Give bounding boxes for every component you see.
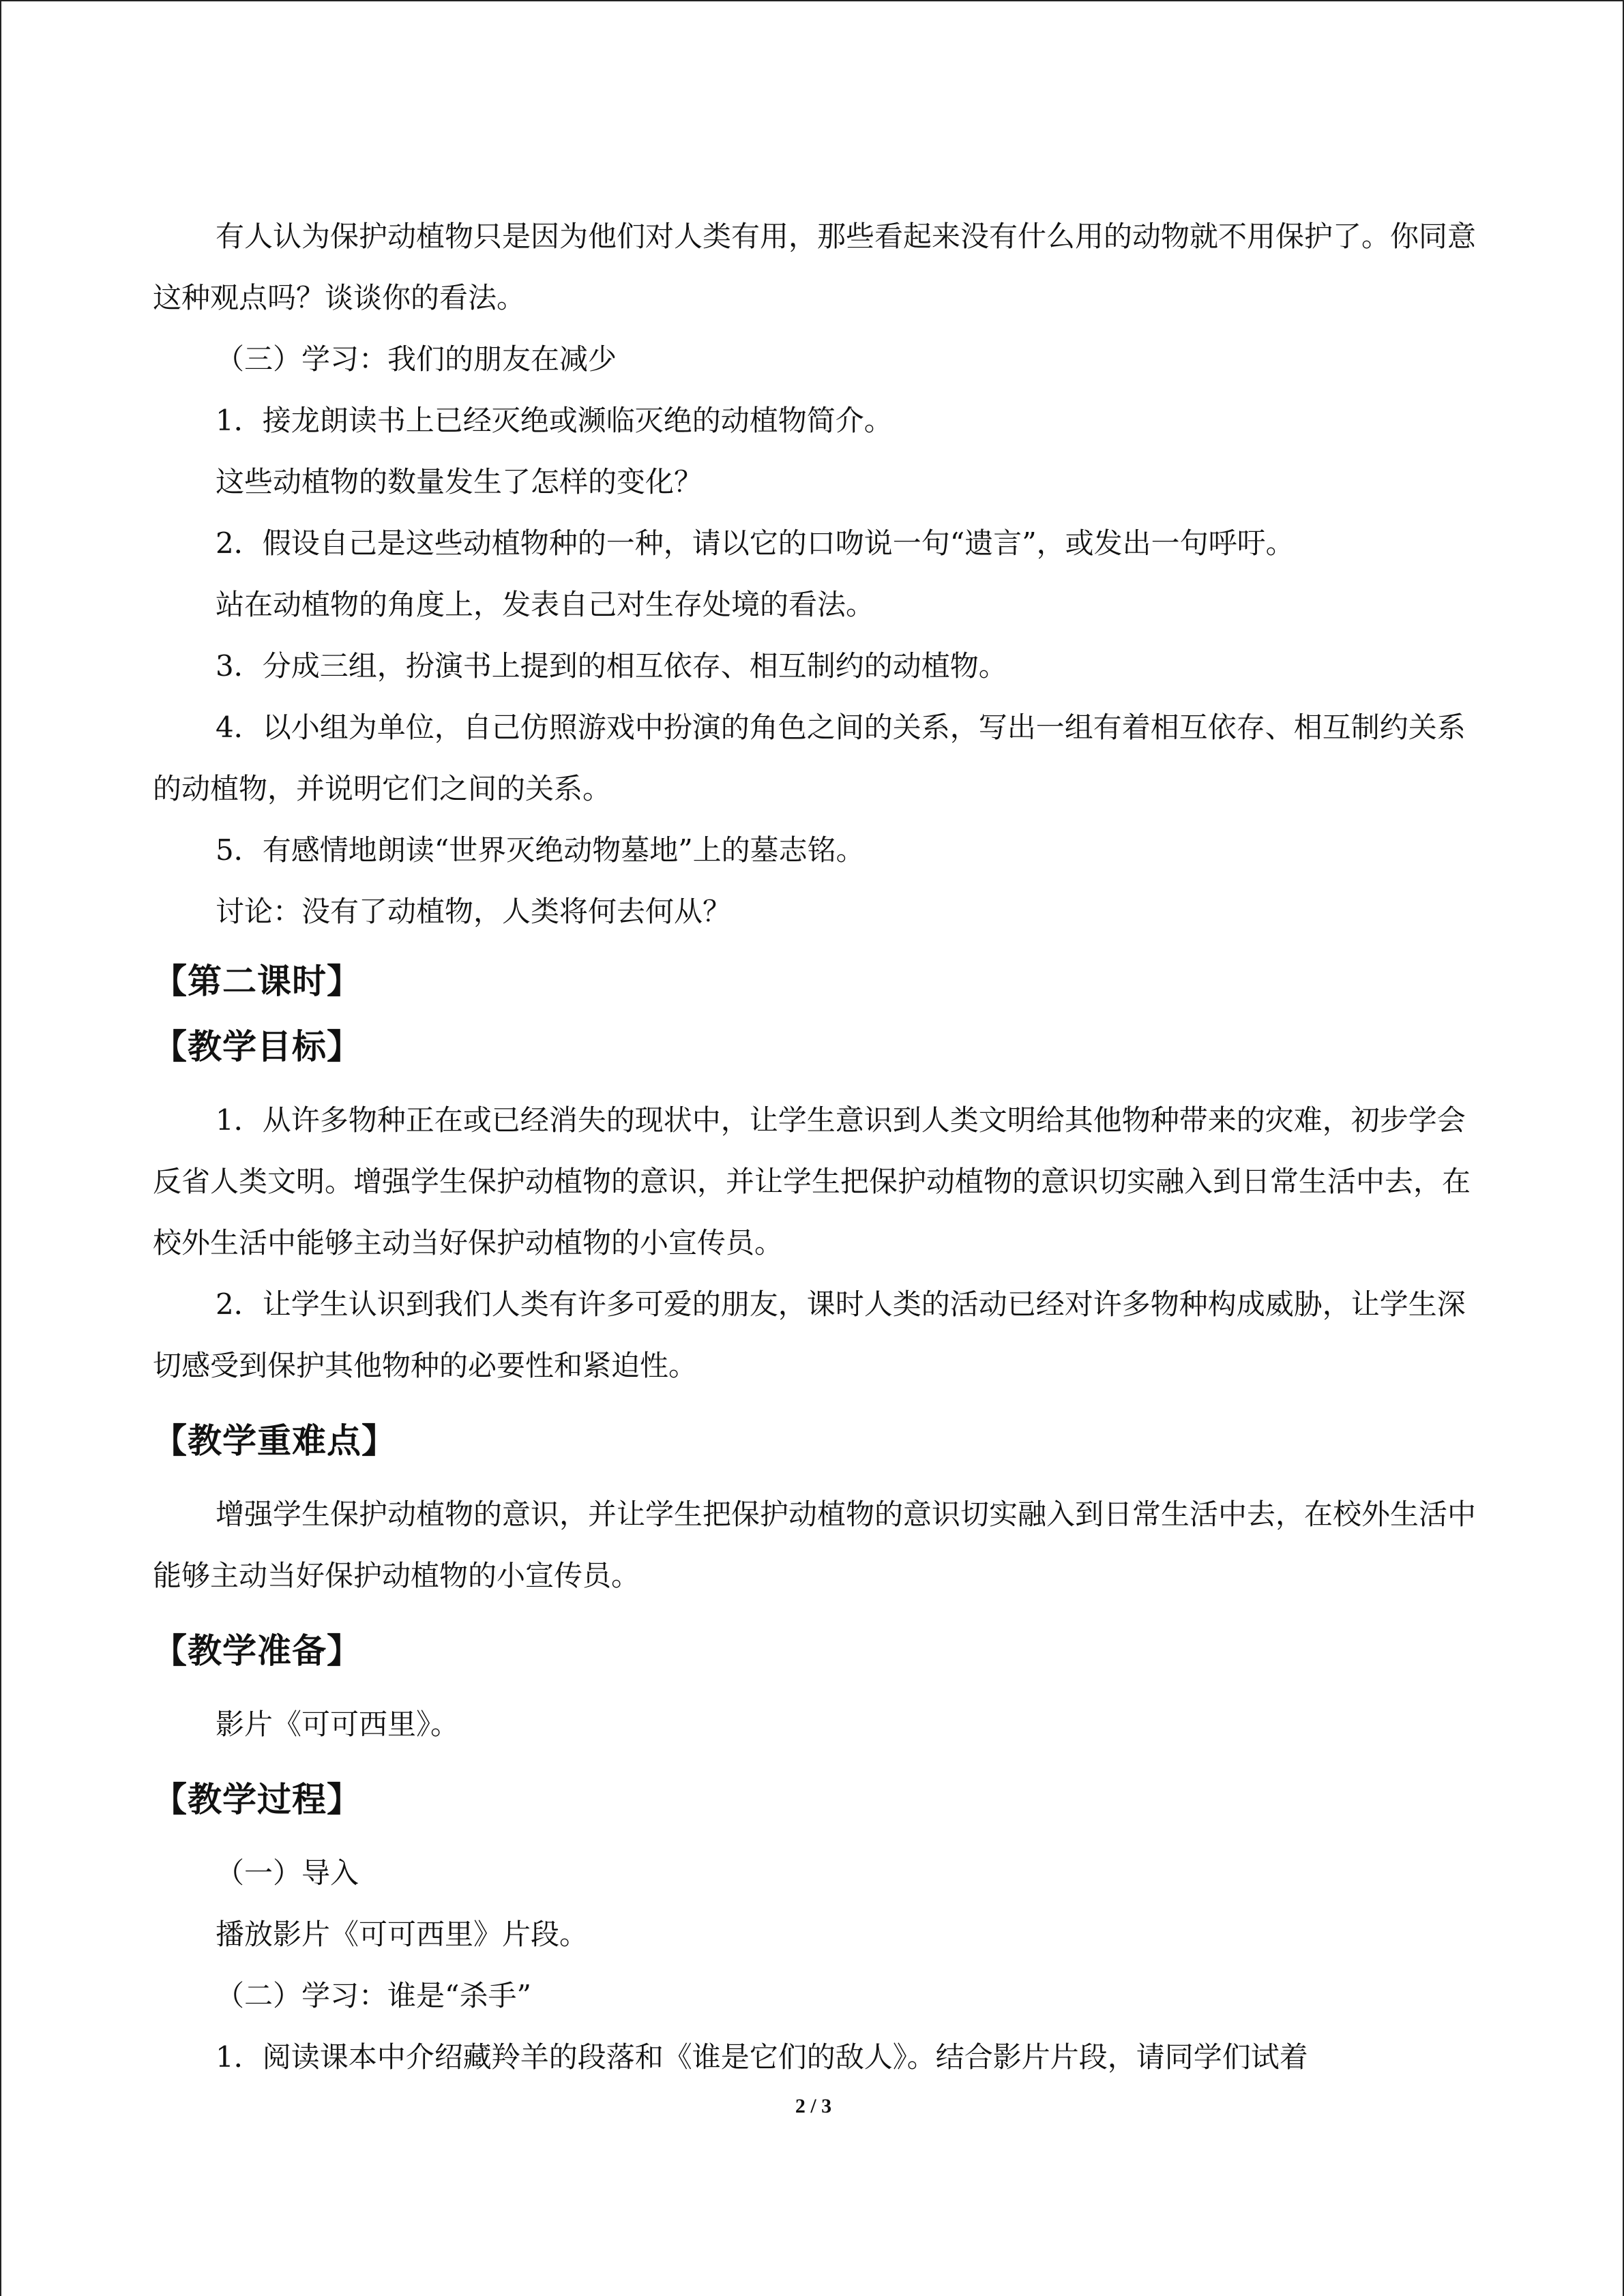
list-item: 4．以小组为单位，自己仿照游戏中扮演的角色之间的关系，写出一组有着相互依存、相互制约关系的动植物，并说明它们之间的关系。 xyxy=(153,711,1466,805)
paragraph: 播放影片《可可西里》片段。 xyxy=(216,1918,589,1951)
section-heading-goals: 【教学目标】 xyxy=(153,1027,361,1067)
page-number: 2 / 3 xyxy=(795,2095,832,2117)
goal-item: 1．从许多物种正在或已经消失的现状中，让学生意识到人类文明给其他物种带来的灾难，初步学会反省人类文明。增强学生保护动植物的意识，并让学生把保护动植物的意识切实融入到日常生活中去，在校外生活中能够主动当好保护动植物的小宣传员。 xyxy=(153,1103,1471,1259)
list-item: 1．阅读课本中介绍藏羚羊的段落和《谁是它们的敌人》。结合影片片段，请同学们试着 xyxy=(216,2040,1308,2074)
subheading: （二）学习：谁是“杀手” xyxy=(216,1979,531,2012)
paragraph: 讨论：没有了动植物，人类将何去何从？ xyxy=(216,895,732,928)
list-item: 5．有感情地朗读“世界灭绝动物墓地”上的墓志铭。 xyxy=(216,833,865,867)
paragraph: 站在动植物的角度上，发表自己对生存处境的看法。 xyxy=(216,588,875,621)
list-item: 1．接龙朗读书上已经灭绝或濒临灭绝的动植物简介。 xyxy=(216,404,893,437)
section-heading-process: 【教学过程】 xyxy=(153,1780,361,1819)
section-heading-keypoints: 【教学重难点】 xyxy=(153,1421,396,1461)
paragraph: 有人认为保护动植物只是因为他们对人类有用，那些看起来没有什么用的动物就不用保护了。你同意这种观点吗？谈谈你的看法。 xyxy=(153,220,1477,314)
list-item: 3．分成三组，扮演书上提到的相互依存、相互制约的动植物。 xyxy=(216,649,1007,683)
section-heading-prep: 【教学准备】 xyxy=(153,1631,361,1671)
goal-item: 2．让学生认识到我们人类有许多可爱的朋友，课时人类的活动已经对许多物种构成威胁，让学生深切感受到保护其他物种的必要性和紧迫性。 xyxy=(153,1287,1466,1382)
paragraph: 这些动植物的数量发生了怎样的变化？ xyxy=(216,465,703,498)
paragraph: 增强学生保护动植物的意识，并让学生把保护动植物的意识切实融入到日常生活中去，在校外生活中能够主动当好保护动植物的小宣传员。 xyxy=(153,1497,1477,1592)
document-content xyxy=(153,206,1476,2088)
subheading: （一）导入 xyxy=(216,1856,359,1890)
section-heading-lesson2: 【第二课时】 xyxy=(153,961,361,1001)
paragraph: 影片《可可西里》。 xyxy=(216,1708,460,1741)
list-item: 2．假设自己是这些动植物种的一种，请以它的口吻说一句“遗言”，或发出一句呼吁。 xyxy=(216,526,1295,560)
subheading: （三）学习：我们的朋友在减少 xyxy=(216,342,617,376)
